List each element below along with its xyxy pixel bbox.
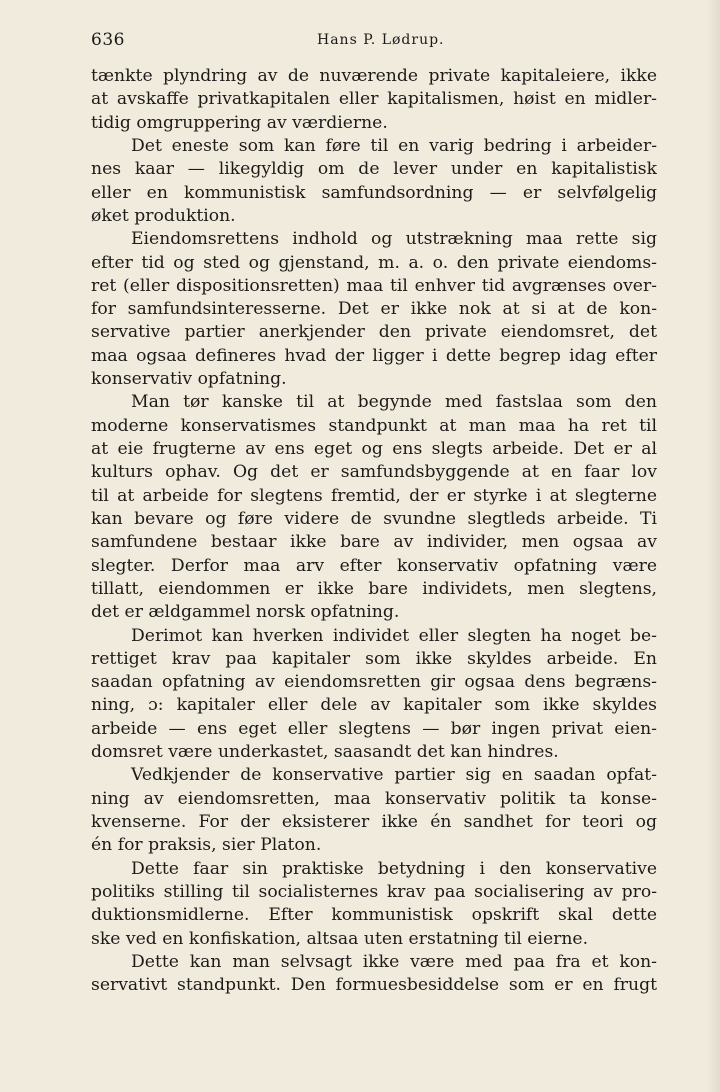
text-line: konservativ opfatning.: [91, 369, 287, 390]
body-text: [91, 65, 657, 998]
running-head: Hans P. Lødrup.: [317, 32, 445, 48]
text-line: at avskaffe privatkapitalen eller kapitalismen, høist en midler-: [91, 89, 657, 110]
paragraph: [91, 858, 657, 951]
text-line: efter tid og sted og gjenstand, m. a. o. den private eiendoms-: [91, 252, 657, 273]
page-edge-shadow: [706, 0, 720, 1092]
paragraph: [91, 764, 657, 857]
text-line: det er ældgammel norsk opfatning.: [91, 602, 400, 623]
text-line: eller en kommunistisk samfundsordning — er selvfølgelig: [91, 182, 657, 203]
text-line: samfundene bestaar ikke bare av individer, men ogsaa av: [91, 532, 657, 553]
paragraph: [91, 625, 657, 765]
text-line: politiks stilling til socialisternes krav paa socialisering av pro-: [91, 881, 657, 902]
text-line: duktionsmidlerne. Efter kommunistisk opskrift skal dette: [91, 905, 657, 926]
text-line: Dette kan man selvsagt ikke være med paa fra et kon-: [131, 951, 657, 972]
text-line: arbeide — ens eget eller slegtens — bør ingen privat eien-: [91, 718, 657, 739]
text-line: servativt standpunkt. Den formuesbesiddelse som er en frugt: [91, 975, 657, 996]
text-line: tænkte plyndring av de nuværende private kapitaleiere, ikke: [91, 66, 657, 86]
text-line: ning, ɔ: kapitaler eller dele av kapitaler som ikke skyldes: [91, 695, 657, 716]
page-number: 636: [91, 30, 125, 50]
text-line: nes kaar — likegyldig om de lever under en kapitalistisk: [91, 159, 657, 180]
text-line: én for praksis, sier Platon.: [91, 835, 322, 856]
text-line: slegter. Derfor maa arv efter konservativ opfatning være: [91, 555, 657, 576]
text-line: Vedkjender de konservative partier sig en saadan opfat-: [131, 765, 657, 786]
paragraph: [91, 228, 657, 391]
paragraph: [91, 135, 657, 228]
text-line: kan bevare og føre videre de svundne slegtleds arbeide. Ti: [91, 508, 657, 529]
text-line: ning av eiendomsretten, maa konservativ politik ta konse-: [91, 788, 657, 809]
text-line: Eiendomsrettens indhold og utstrækning maa rette sig: [131, 229, 657, 250]
paragraph: [91, 65, 657, 135]
text-line: ret (eller dispositionsretten) maa til enhver tid avgrænses over-: [91, 275, 657, 296]
text-line: kulturs ophav. Og det er samfundsbyggende at en faar lov: [91, 462, 657, 483]
text-line: saadan opfatning av eiendomsretten gir ogsaa dens begræns-: [91, 672, 657, 693]
text-line: tillatt, eiendommen er ikke bare individets, men slegtens,: [91, 578, 657, 599]
text-line: Man tør kanske til at begynde med fastslaa som den: [131, 392, 657, 413]
text-line: for samfundsinteresserne. Det er ikke nok at si at de kon-: [91, 299, 657, 320]
text-line: ske ved en konfiskation, altsaa uten erstatning til eierne.: [91, 928, 589, 949]
text-line: at eie frugterne av ens eget og ens slegts arbeide. Det er al: [91, 439, 657, 459]
text-line: Det eneste som kan føre til en varig bedring i arbeider-: [131, 135, 657, 156]
page-header: [91, 30, 657, 56]
text-line: kvenserne. For der eksisterer ikke én sandhet for teori og: [91, 812, 657, 832]
text-line: tidig omgruppering av værdierne.: [91, 112, 388, 133]
text-line: servative partier anerkjender den private eiendomsret, det: [91, 322, 657, 343]
text-line: Derimot kan hverken individet eller slegten ha noget be-: [131, 625, 657, 646]
text-line: øket produktion.: [91, 205, 236, 226]
text-line: moderne konservatismes standpunkt at man maa ha ret til: [91, 415, 657, 436]
paragraph: [91, 391, 657, 624]
text-line: maa ogsaa defineres hvad der ligger i dette begrep idag efter: [91, 345, 657, 366]
paragraph: [91, 951, 657, 998]
text-line: Dette faar sin praktiske betydning i den konservative: [131, 858, 657, 879]
text-line: rettiget krav paa kapitaler som ikke skyldes arbeide. En: [91, 648, 657, 669]
text-line: til at arbeide for slegtens fremtid, der er styrke i at slegterne: [91, 485, 657, 506]
text-line: domsret være underkastet, saasandt det kan hindres.: [91, 742, 559, 763]
